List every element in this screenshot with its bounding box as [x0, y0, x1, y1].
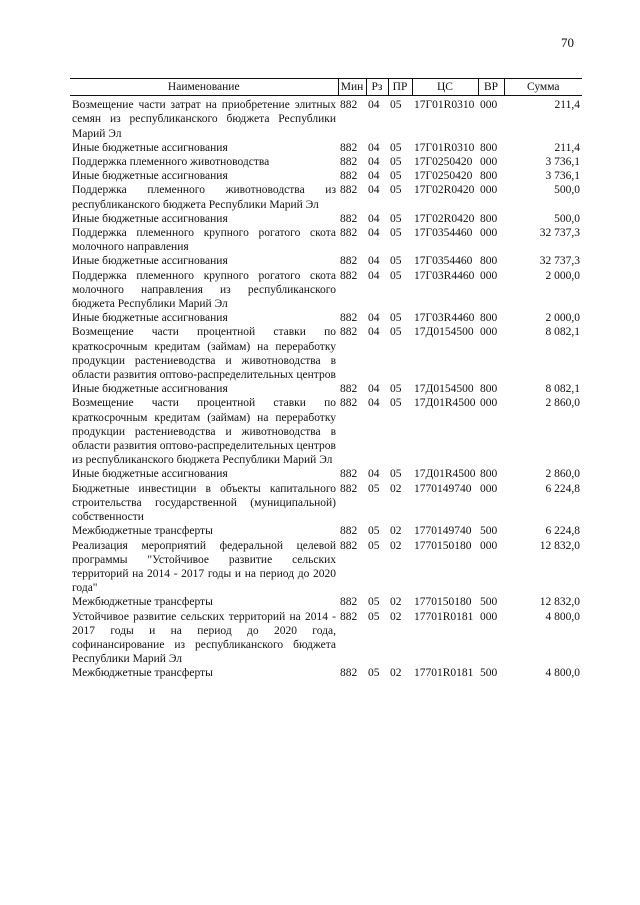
cell-pr: 02 — [390, 539, 402, 552]
cell-pr: 02 — [390, 525, 402, 538]
cell-pr: 05 — [390, 397, 402, 410]
cell-name: Бюджетные инвестиции в объекты капитального строительства государственной (муниципальной) собственности — [72, 482, 336, 524]
cell-pr: 05 — [390, 383, 402, 396]
table-row — [70, 325, 582, 382]
cell-min: 882 — [340, 397, 358, 410]
cell-vr: 800 — [480, 312, 498, 325]
cell-cs: 17Г0250420 — [414, 156, 473, 169]
cell-pr: 02 — [390, 610, 402, 623]
cell-rz: 05 — [368, 525, 380, 538]
cell-vr: 000 — [480, 326, 498, 339]
table-row — [70, 396, 582, 467]
cell-min: 882 — [340, 255, 358, 268]
table-row — [70, 183, 582, 211]
cell-rz: 04 — [368, 156, 380, 169]
cell-cs: 17Д0154500 — [414, 383, 474, 396]
cell-vr: 500 — [480, 525, 498, 538]
budget-table — [70, 78, 582, 681]
table-row — [70, 169, 582, 183]
cell-sum: 32 737,3 — [539, 227, 580, 240]
table-row — [70, 467, 582, 481]
cell-pr: 02 — [390, 667, 402, 680]
cell-rz: 04 — [368, 212, 380, 225]
cell-sum: 3 736,1 — [545, 156, 580, 169]
table-row — [70, 482, 582, 525]
cell-cs: 1770149740 — [414, 525, 472, 538]
cell-cs: 17Г03R4460 — [414, 312, 475, 325]
cell-min: 882 — [340, 539, 358, 552]
cell-name: Межбюджетные трансферты — [72, 525, 213, 538]
cell-min: 882 — [340, 596, 358, 609]
cell-rz: 04 — [368, 397, 380, 410]
cell-cs: 17Г0354460 — [414, 227, 473, 240]
cell-vr: 000 — [480, 184, 498, 197]
cell-min: 882 — [340, 610, 358, 623]
cell-rz: 05 — [368, 596, 380, 609]
cell-rz: 05 — [368, 610, 380, 623]
table-row — [70, 226, 582, 254]
cell-sum: 2 860,0 — [545, 468, 580, 481]
cell-pr: 05 — [390, 184, 402, 197]
cell-pr: 05 — [390, 255, 402, 268]
cell-name: Поддержка племенного животноводства — [72, 156, 270, 169]
cell-name: Иные бюджетные ассигнования — [72, 383, 228, 396]
cell-pr: 05 — [390, 170, 402, 183]
cell-min: 882 — [340, 482, 358, 495]
cell-min: 882 — [340, 326, 358, 339]
cell-vr: 800 — [480, 170, 498, 183]
cell-vr: 500 — [480, 596, 498, 609]
cell-pr: 05 — [390, 141, 402, 154]
cell-pr: 05 — [390, 269, 402, 282]
cell-name: Поддержка племенного животноводства из республиканского бюджета Республики Марий Эл — [72, 184, 336, 211]
header-name: Наименование — [70, 79, 338, 96]
cell-name: Возмещение части затрат на приобретение элитных семян из республиканского бюджета Республики Марий Эл — [72, 99, 336, 140]
cell-rz: 04 — [368, 184, 380, 197]
header-cs: ЦС — [412, 79, 478, 96]
table-row — [70, 666, 582, 680]
header-vr: ВР — [478, 79, 504, 96]
header-min: Мин — [338, 79, 366, 96]
cell-min: 882 — [340, 212, 358, 225]
cell-sum: 8 082,1 — [545, 326, 580, 339]
cell-vr: 500 — [480, 667, 498, 680]
cell-vr: 000 — [480, 397, 498, 410]
cell-name: Возмещение части процентной ставки по краткосрочным кредитам (займам) на переработку продукции растениеводства и животноводства в области развития оптово-распределительных центров — [72, 326, 336, 382]
table-body — [70, 96, 582, 681]
cell-min: 882 — [340, 99, 358, 112]
cell-min: 882 — [340, 184, 358, 197]
cell-rz: 05 — [368, 667, 380, 680]
cell-name: Устойчивое развитие сельских территорий на 2014 - 2017 годы и на период до 2020 года, софинансирование из республиканского бюджета Республики Марий Эл — [72, 610, 336, 666]
cell-pr: 05 — [390, 227, 402, 240]
cell-cs: 1770150180 — [414, 539, 472, 552]
header-sum: Сумма — [504, 79, 582, 96]
cell-vr: 000 — [480, 269, 498, 282]
cell-vr: 800 — [480, 141, 498, 154]
cell-cs: 17Г01R0310 — [414, 141, 475, 154]
cell-pr: 05 — [390, 212, 402, 225]
cell-name: Поддержка племенного крупного рогатого скота молочного направления — [72, 227, 336, 254]
cell-min: 882 — [340, 141, 358, 154]
cell-vr: 800 — [480, 255, 498, 268]
header-pr: ПР — [388, 79, 412, 96]
cell-name: Иные бюджетные ассигнования — [72, 255, 228, 268]
cell-pr: 05 — [390, 326, 402, 339]
cell-min: 882 — [340, 156, 358, 169]
cell-sum: 2 000,0 — [545, 312, 580, 325]
cell-pr: 02 — [390, 482, 402, 495]
cell-rz: 04 — [368, 255, 380, 268]
table-row — [70, 595, 582, 609]
cell-sum: 12 832,0 — [539, 596, 580, 609]
table-row — [70, 269, 582, 312]
cell-sum: 3 736,1 — [545, 170, 580, 183]
table-header-row — [70, 79, 582, 96]
table-row — [70, 311, 582, 325]
cell-name: Реализация мероприятий федеральной целевой программы "Устойчивое развитие сельских территорий на 2014 - 2017 годы и на период до 2020 года" — [72, 539, 336, 595]
table-row — [70, 610, 582, 667]
cell-vr: 800 — [480, 468, 498, 481]
cell-sum: 500,0 — [554, 184, 580, 197]
cell-sum: 32 737,3 — [539, 255, 580, 268]
table-row — [70, 96, 582, 141]
cell-name: Иные бюджетные ассигнования — [72, 468, 228, 481]
cell-rz: 04 — [368, 326, 380, 339]
cell-cs: 17Г0250420 — [414, 170, 473, 183]
cell-cs: 17Г02R0420 — [414, 184, 475, 197]
cell-rz: 04 — [368, 141, 380, 154]
cell-cs: 17Г03R4460 — [414, 269, 475, 282]
cell-sum: 12 832,0 — [539, 539, 580, 552]
cell-rz: 05 — [368, 539, 380, 552]
cell-rz: 04 — [368, 468, 380, 481]
cell-cs: 17Г0354460 — [414, 255, 473, 268]
table-row — [70, 155, 582, 169]
table-row — [70, 524, 582, 538]
table-row — [70, 382, 582, 396]
cell-pr: 05 — [390, 312, 402, 325]
cell-sum: 6 224,8 — [545, 525, 580, 538]
cell-sum: 4 800,0 — [545, 667, 580, 680]
cell-sum: 500,0 — [554, 212, 580, 225]
cell-cs: 17Д01R4500 — [414, 397, 476, 410]
cell-rz: 04 — [368, 312, 380, 325]
cell-sum: 2 860,0 — [545, 397, 580, 410]
cell-vr: 000 — [480, 227, 498, 240]
cell-min: 882 — [340, 312, 358, 325]
table-row — [70, 539, 582, 596]
cell-vr: 000 — [480, 539, 498, 552]
cell-min: 882 — [340, 269, 358, 282]
cell-rz: 04 — [368, 383, 380, 396]
page-number: 70 — [561, 35, 574, 50]
cell-min: 882 — [340, 468, 358, 481]
cell-cs: 17Д01R4500 — [414, 468, 476, 481]
cell-cs: 17701R0181 — [414, 610, 474, 623]
cell-min: 882 — [340, 170, 358, 183]
table-row — [70, 141, 582, 155]
cell-name: Возмещение части процентной ставки по краткосрочным кредитам (займам) на переработку продукции растениеводства и животноводства в области развития оптово-распределительных центров из республиканского бюджета Республики Марий Эл — [72, 397, 336, 467]
cell-vr: 000 — [480, 610, 498, 623]
cell-rz: 05 — [368, 482, 380, 495]
cell-rz: 04 — [368, 170, 380, 183]
cell-name: Иные бюджетные ассигнования — [72, 170, 228, 183]
cell-min: 882 — [340, 227, 358, 240]
cell-min: 882 — [340, 525, 358, 538]
cell-vr: 000 — [480, 99, 498, 112]
cell-sum: 211,4 — [554, 99, 580, 112]
cell-cs: 17Г01R0310 — [414, 99, 475, 112]
cell-vr: 000 — [480, 156, 498, 169]
cell-rz: 04 — [368, 269, 380, 282]
cell-vr: 000 — [480, 482, 498, 495]
cell-cs: 1770150180 — [414, 596, 472, 609]
cell-pr: 02 — [390, 596, 402, 609]
cell-cs: 17Г02R0420 — [414, 212, 475, 225]
cell-name: Межбюджетные трансферты — [72, 667, 213, 680]
cell-pr: 05 — [390, 156, 402, 169]
header-rz: Рз — [366, 79, 388, 96]
cell-name: Поддержка племенного крупного рогатого скота молочного направления из республиканского бюджета Республики Марий Эл — [72, 269, 336, 311]
cell-sum: 8 082,1 — [545, 383, 580, 396]
cell-pr: 05 — [390, 468, 402, 481]
cell-name: Межбюджетные трансферты — [72, 596, 213, 609]
cell-rz: 04 — [368, 227, 380, 240]
cell-min: 882 — [340, 383, 358, 396]
cell-sum: 6 224,8 — [545, 482, 580, 495]
cell-vr: 800 — [480, 212, 498, 225]
cell-vr: 800 — [480, 383, 498, 396]
cell-name: Иные бюджетные ассигнования — [72, 312, 228, 325]
cell-name: Иные бюджетные ассигнования — [72, 141, 228, 154]
cell-sum: 4 800,0 — [545, 610, 580, 623]
cell-sum: 2 000,0 — [545, 269, 580, 282]
cell-pr: 05 — [390, 99, 402, 112]
cell-cs: 17701R0181 — [414, 667, 474, 680]
cell-cs: 17Д0154500 — [414, 326, 474, 339]
cell-rz: 04 — [368, 99, 380, 112]
table-row — [70, 254, 582, 268]
cell-cs: 1770149740 — [414, 482, 472, 495]
cell-name: Иные бюджетные ассигнования — [72, 212, 228, 225]
table-row — [70, 212, 582, 226]
cell-min: 882 — [340, 667, 358, 680]
cell-sum: 211,4 — [554, 141, 580, 154]
